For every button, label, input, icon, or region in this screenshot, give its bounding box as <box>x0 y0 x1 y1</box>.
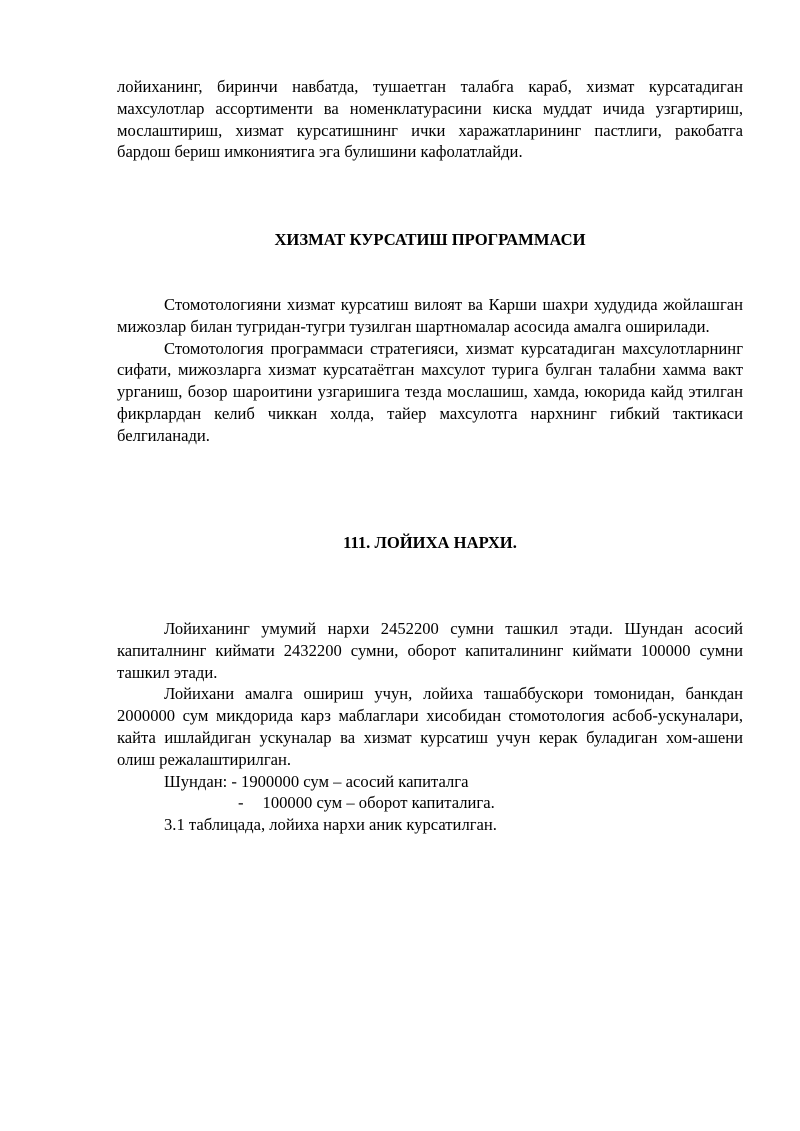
paragraph-price-1: Лойиханинг умумий нархи 2452200 сумни ташкил этади. Шундан асосий капиталнинг киймати 2432200 сумни, оборот капиталининг киймати 100000 сумни ташкил этади. <box>117 619 743 682</box>
paragraph-program-1: Стомотологияни хизмат курсатиш вилоят ва Карши шахри худудида жойлашган мижозлар билан тугридан-тугри тузилган шартномалар асосида амалга оширилади. <box>117 295 743 336</box>
table-reference-line: 3.1 таблицада, лойиха нархи аник курсатилган. <box>164 815 497 835</box>
paragraph-intro: лойиханинг, биринчи навбатда, тушаетган талабга караб, хизмат курсатадиган махсулотлар ассортименти ва номенклатурасини киска муддат ичида узгартириш, мослаштириш, хизмат курсатишнинг ички харажатларининг пастлиги, ракобатга бардош бериш имкониятига эга булишини кафолатлайди. <box>117 77 743 162</box>
breakdown-line-1: Шундан: - 1900000 сум – асосий капиталга <box>164 771 469 791</box>
paragraph-program-2: Стомотология программаси стратегияси, хизмат курсатадиган махсулотларнинг сифати, мижозларга хизмат курсатаётган махсулот турига булган талабни хамма вакт урганиш, бозор шароитини узгаришига тезда мослашиш, хамда, юкорида кайд этилган фикрлардан келиб чиккан холда, тайер махсулотга нархнинг гибкий тактикаси белгиланади. <box>117 338 743 445</box>
breakdown-line-2 <box>117 792 743 814</box>
price-section-body <box>117 618 743 836</box>
section-heading-program: ХИЗМАТ КУРСАТИШ ПРОГРАММАСИ <box>274 230 586 249</box>
program-section-body <box>117 294 743 447</box>
section-heading-price: 111. ЛОЙИХА НАРХИ. <box>343 533 517 552</box>
paragraph-price-2: Лойихани амалга ошириш учун, лойиха ташаббускори томонидан, банкдан 2000000 сум микдорида карз маблаглари хисобидан стомотология асбоб-ускуналари, кайта ишлайдиган ускуналар ва хизмат курсатиш учун керак буладиган хом-ашени олиш режалаштирилган. <box>117 684 743 769</box>
breakdown-line-2-text: 100000 сум – оборот капиталига. <box>262 793 495 813</box>
breakdown-dash: - <box>238 793 244 813</box>
